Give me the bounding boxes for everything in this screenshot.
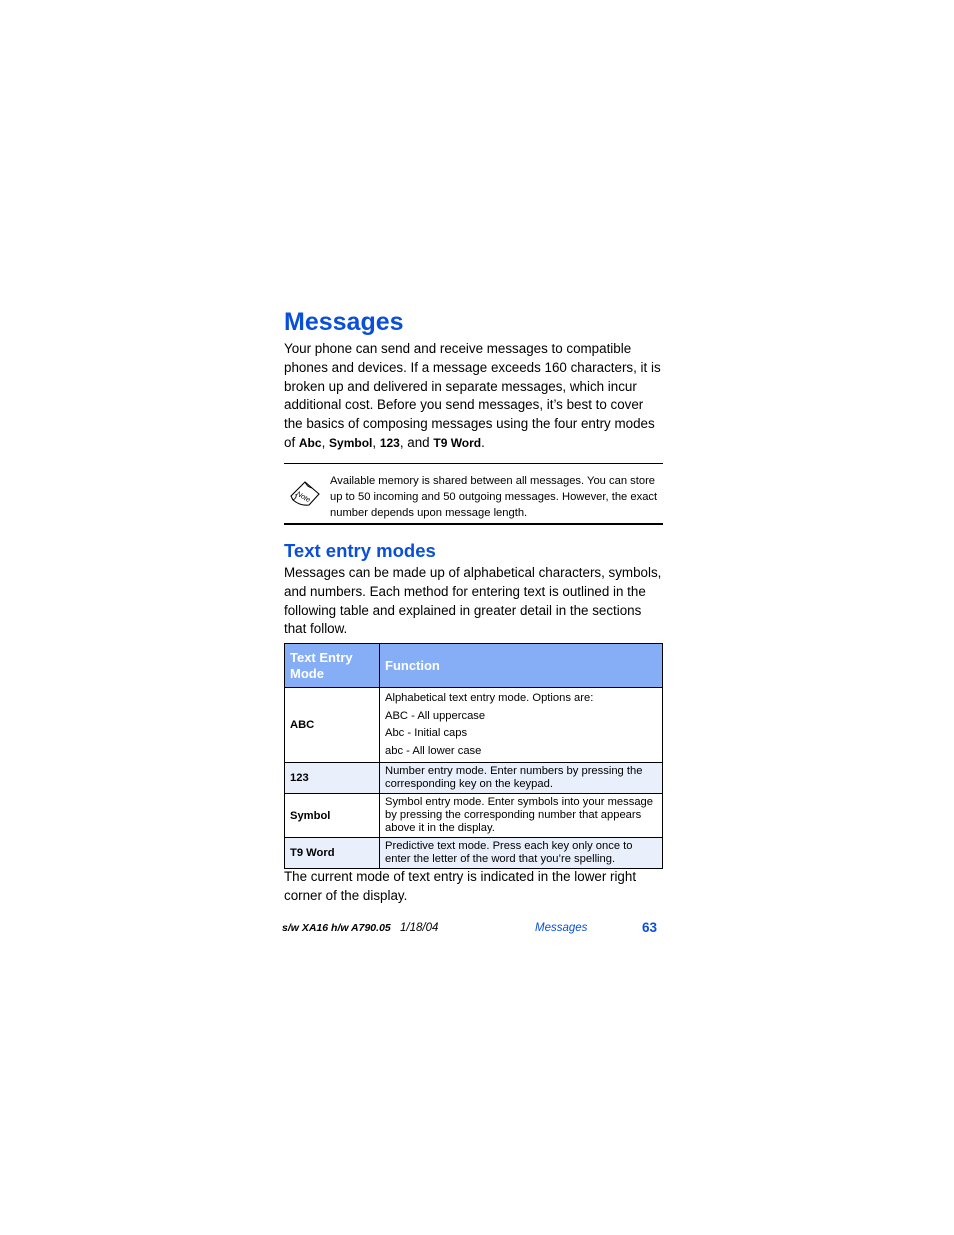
header-text-entry-mode: Text Entry Mode (285, 644, 380, 688)
function-line: Abc - Initial caps (385, 727, 468, 739)
svg-text:Note: Note (294, 490, 312, 505)
note-text: Available memory is shared between all messages. You can store up to 50 incoming and 50 outgoing messages. However, the exact number depends upon message length. (330, 475, 658, 519)
page-title: Messages (284, 308, 404, 336)
intro-paragraph (284, 340, 663, 453)
table-header-row (285, 644, 663, 688)
header-function: Function (380, 644, 663, 688)
page-footer (282, 920, 662, 938)
table-row (285, 688, 663, 763)
function-line: abc - All lower case (385, 744, 482, 757)
table-row (285, 794, 663, 838)
text-entry-modes-table (284, 643, 663, 869)
note-box (284, 463, 663, 525)
separator: , (321, 434, 330, 450)
separator: , and (399, 434, 434, 450)
function-cell: Number entry mode. Enter numbers by pressing the corresponding key on the keypad. (380, 763, 663, 794)
page-number: 63 (642, 920, 658, 935)
footer-date: 1/18/04 (400, 922, 439, 934)
mode-t9-inline: T9 Word (433, 435, 482, 450)
function-cell: Symbol entry mode. Enter symbols into your message by pressing the corresponding number that appears above it in the display. (380, 794, 663, 838)
mode-abc-inline: Abc (298, 435, 322, 450)
mode-symbol-inline: Symbol (329, 435, 373, 450)
mode-123-inline: 123 (379, 435, 400, 450)
mode-cell: ABC (285, 688, 380, 763)
function-cell (380, 688, 663, 763)
mode-cell: 123 (285, 763, 380, 794)
section-paragraph: Messages can be made up of alphabetical characters, symbols, and numbers. Each method for entering text is outlined in the following table and explained in greater detail in the sections that follow. (284, 565, 662, 637)
section-heading: Text entry modes (284, 540, 436, 561)
separator: , (372, 434, 380, 450)
mode-cell: T9 Word (285, 838, 380, 869)
function-cell: Predictive text mode. Press each key only once to enter the letter of the word that you’re spelling. (380, 838, 663, 869)
period: . (481, 434, 485, 450)
footer-section: Messages (535, 922, 588, 934)
note-icon (288, 478, 322, 508)
function-line: ABC - All uppercase (385, 709, 486, 722)
footer-version: s/w XA16 h/w A790.05 (282, 922, 391, 934)
intro-text: Your phone can send and receive messages to compatible phones and devices. If a message exceeds 160 characters, it is broken up and delivered in separate messages, which incur additional cost. Before you send messages, it’s best to cover the basics of composing messages using the four entry modes of (284, 341, 661, 450)
function-line: Alphabetical text entry mode. Options are: (385, 692, 594, 704)
table-row (285, 763, 663, 794)
mode-cell: Symbol (285, 794, 380, 838)
table-row (285, 838, 663, 869)
closing-paragraph: The current mode of text entry is indicated in the lower right corner of the display. (284, 869, 637, 903)
